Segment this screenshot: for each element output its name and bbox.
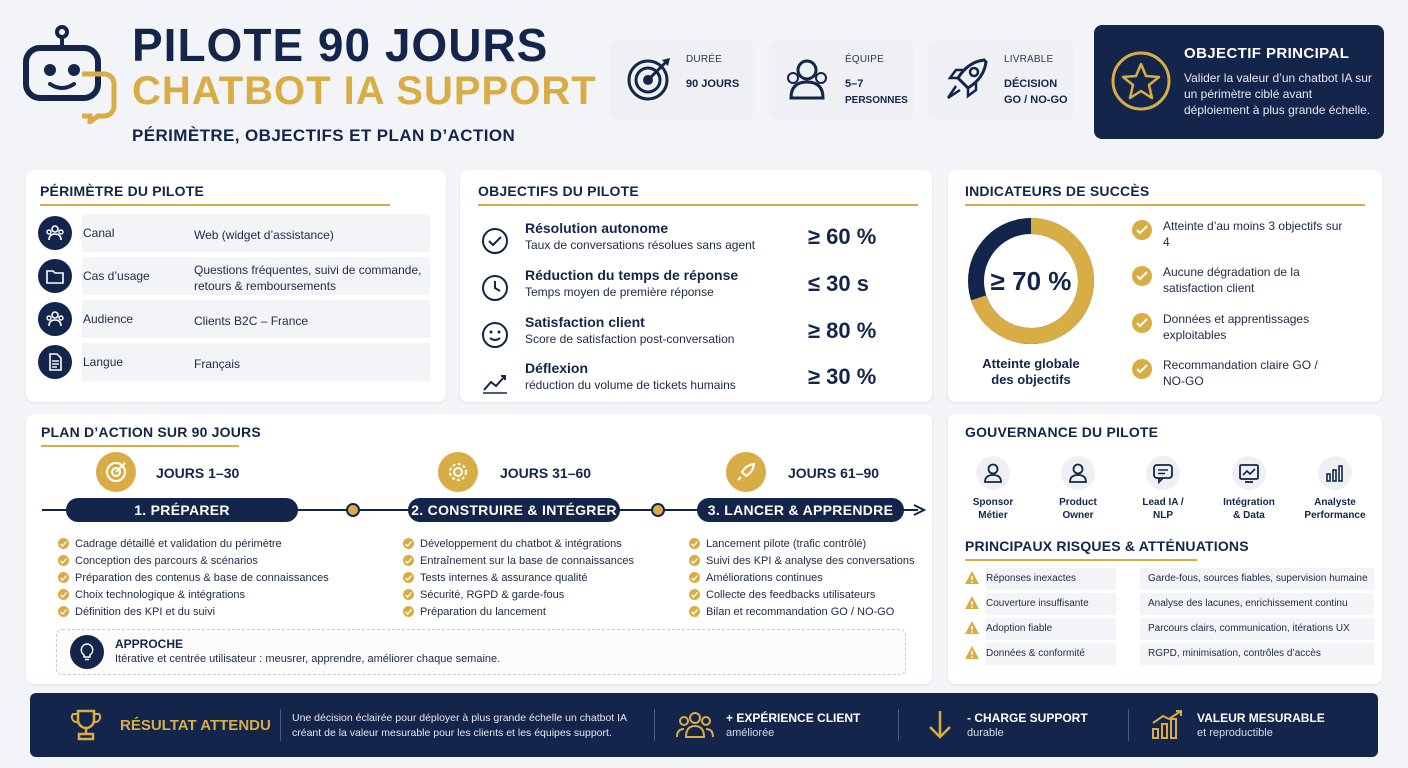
warning-icon <box>964 595 980 611</box>
perimetre-value: Web (widget d’assistance) <box>186 214 430 252</box>
indicateurs-title: INDICATEURS DE SUCCÈS <box>965 183 1365 206</box>
info-box-equipe <box>769 40 914 120</box>
risk-row: Couverture insuffisante Analyse des lacunes, enrichissement continu <box>964 593 1374 615</box>
objectif-row <box>478 314 918 358</box>
person-icon <box>1061 456 1095 490</box>
objectif-principal-title: OBJECTIF PRINCIPAL <box>1184 45 1350 62</box>
arrow-down-icon <box>926 709 954 741</box>
perimetre-key: Audience <box>82 300 212 338</box>
trophy-icon <box>68 707 104 743</box>
check-circle-icon <box>480 226 510 256</box>
objectif-principal-box <box>1094 25 1384 139</box>
objectif-row <box>478 360 918 404</box>
page-title-line2: CHATBOT IA SUPPORT <box>132 69 597 113</box>
phase-2-pill: 2. CONSTRUIRE & INTÉGRER <box>408 498 620 522</box>
footer-item-title: - CHARGE SUPPORT <box>967 711 1088 725</box>
footer-banner <box>30 693 1378 757</box>
objectif-name: Réduction du temps de réponse <box>525 267 739 283</box>
footer-item-sub: améliorée <box>726 727 775 739</box>
approche-title: APPROCHE <box>115 637 184 651</box>
check-icon <box>1132 313 1152 333</box>
footer-divider <box>654 709 655 741</box>
target-icon <box>105 461 127 483</box>
objectifs-title: OBJECTIFS DU PILOTE <box>478 183 918 206</box>
plan-title: PLAN D’ACTION SUR 90 JOURS <box>41 424 261 447</box>
folder-icon <box>38 259 72 293</box>
smiley-icon <box>480 320 510 350</box>
objectif-target: ≥ 80 % <box>808 318 877 343</box>
info-value: 5–7 PERSONNES <box>845 78 908 106</box>
gouvernance-title: GOUVERNANCE DU PILOTE <box>965 424 1159 440</box>
perimetre-key: Cas d’usage <box>82 257 212 295</box>
timeline-dot <box>346 503 360 517</box>
donut-caption: Atteinte globale des objectifs <box>982 356 1080 387</box>
perimetre-key: Langue <box>82 343 212 381</box>
role-product-owner: Product Owner <box>1038 456 1118 522</box>
risk-row: Réponses inexactes Garde-fous, sources fiables, supervision humaine <box>964 568 1374 590</box>
customers-icon <box>676 709 714 741</box>
perimetre-row <box>38 343 430 381</box>
approche-text: Itérative et centrée utilisateur : meusrer, apprendre, améliorer chaque semaine. <box>115 653 501 665</box>
phase-1-pill: 1. PRÉPARER <box>66 498 298 522</box>
robot-chat-logo-icon <box>20 24 120 124</box>
objectif-name: Résolution autonome <box>525 220 669 236</box>
perimetre-row <box>38 214 430 252</box>
role-analyste: Analyste Performance <box>1295 456 1375 522</box>
timeline-arrow-icon <box>912 503 926 517</box>
growth-chart-icon <box>1150 709 1184 741</box>
objectif-desc: Temps moyen de première réponse <box>525 285 714 299</box>
rocket-icon <box>735 461 757 483</box>
info-label: ÉQUIPE <box>845 54 884 65</box>
footer-item-sub: durable <box>967 727 1004 739</box>
objectif-desc: Score de satisfaction post-conversation <box>525 332 735 346</box>
footer-divider <box>1128 709 1129 741</box>
approche-box <box>56 629 906 675</box>
warning-icon <box>964 620 980 636</box>
perimetre-key: Canal <box>82 214 212 252</box>
bar-chart-icon <box>1318 456 1352 490</box>
people-icon <box>38 216 72 250</box>
risk-row: Données & conformité RGPD, minimisation, contrôles d’accès <box>964 643 1374 665</box>
trend-chart-icon <box>480 366 510 396</box>
monitor-chart-icon <box>1232 456 1266 490</box>
lightbulb-icon <box>70 635 104 669</box>
page-subtitle: PÉRIMÈTRE, OBJECTIFS ET PLAN D’ACTION <box>132 126 516 145</box>
audience-icon <box>38 302 72 336</box>
phase-2-days: JOURS 31–60 <box>500 465 592 481</box>
objectif-name: Satisfaction client <box>525 314 645 330</box>
info-box-livrable <box>928 40 1074 120</box>
document-icon <box>38 345 72 379</box>
objectif-name: Déflexion <box>525 360 589 376</box>
risques-title: PRINCIPAUX RISQUES & ATTÉNUATIONS <box>965 538 1249 561</box>
perimetre-value: Clients B2C – France <box>186 300 430 338</box>
footer-divider <box>898 709 899 741</box>
phase-2-icon-circle <box>438 452 478 492</box>
info-label: LIVRABLE <box>1004 54 1054 65</box>
phase-3-pill: 3. LANCER & APPRENDRE <box>697 498 904 522</box>
result-text: Une décision éclairée pour déployer à plus grande échelle un chatbot IA créant de la valeur mesurable pour les clients et les équipes support. <box>292 712 628 739</box>
warning-icon <box>964 570 980 586</box>
target-icon <box>626 56 672 102</box>
footer-item-title: + EXPÉRIENCE CLIENT <box>726 711 861 725</box>
objectif-desc: Taux de conversations résolues sans agent <box>525 238 756 252</box>
footer-item-sub: et reproductible <box>1197 727 1273 739</box>
check-icon <box>1132 359 1152 379</box>
warning-icon <box>964 645 980 661</box>
donut-value: ≥ 70 % <box>990 266 1072 296</box>
objectif-principal-text: Valider la valeur d’un chatbot IA sur un périmètre ciblé avant déploiement à plus grande échelle. <box>1184 71 1372 117</box>
clock-icon <box>480 273 510 303</box>
role-sponsor: Sponsor Métier <box>953 456 1033 522</box>
objectif-target: ≥ 60 % <box>808 224 877 249</box>
objectif-target: ≤ 30 s <box>808 271 870 296</box>
objectif-row <box>478 267 918 311</box>
role-integration: Intégration & Data <box>1209 456 1289 522</box>
star-icon <box>1110 50 1172 112</box>
perimetre-title: PÉRIMÈTRE DU PILOTE <box>40 183 390 206</box>
result-label: RÉSULTAT ATTENDU <box>120 717 271 734</box>
rocket-icon <box>944 56 990 102</box>
phase-1-days: JOURS 1–30 <box>156 465 240 481</box>
footer-divider <box>280 709 281 741</box>
team-icon <box>785 56 831 102</box>
info-value: 90 JOURS <box>686 78 740 90</box>
objectif-target: ≥ 30 % <box>808 364 877 389</box>
objectif-row <box>478 220 918 264</box>
phase-3-icon-circle <box>726 452 766 492</box>
phase-3-days: JOURS 61–90 <box>788 465 880 481</box>
info-label: DURÉE <box>686 54 723 65</box>
perimetre-value: Questions fréquentes, suivi de commande, retours & remboursements <box>186 257 430 295</box>
chat-bubble-icon <box>1146 456 1180 490</box>
perimetre-value: Français <box>186 343 430 381</box>
timeline-dot <box>651 503 665 517</box>
perimetre-row <box>38 257 430 295</box>
risk-row: Adoption fiable Parcours clairs, communication, itérations UX <box>964 618 1374 640</box>
page-title-line1: PILOTE 90 JOURS <box>132 19 549 71</box>
person-icon <box>976 456 1010 490</box>
footer-item-title: VALEUR MESURABLE <box>1197 711 1325 725</box>
gear-icon <box>447 461 469 483</box>
info-box-duree <box>610 40 753 120</box>
info-value: DÉCISION GO / NO-GO <box>1004 78 1068 106</box>
objectif-desc: réduction du volume de tickets humains <box>525 378 736 392</box>
phase-1-icon-circle <box>96 452 136 492</box>
perimetre-row <box>38 300 430 338</box>
role-lead-ia: Lead IA / NLP <box>1123 456 1203 522</box>
check-icon <box>1132 266 1152 286</box>
check-icon <box>1132 220 1152 240</box>
